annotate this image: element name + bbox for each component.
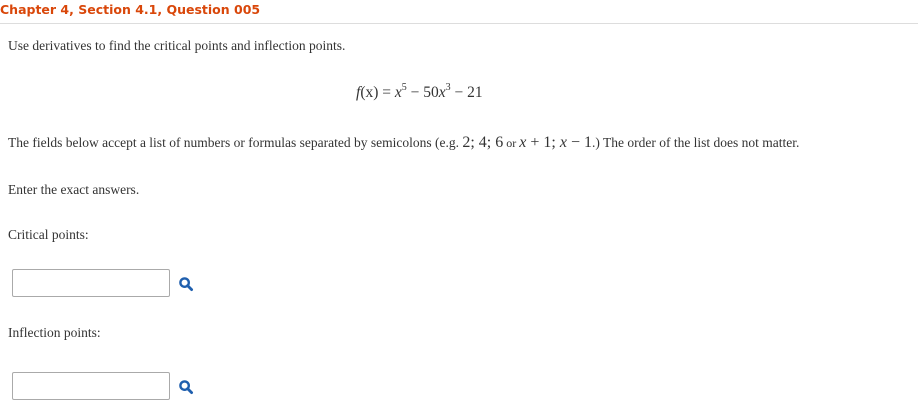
example-numbers: 2; 4; 6 <box>462 134 504 151</box>
exact-answers-note: Enter the exact answers. <box>8 182 140 197</box>
formula-lhs: f <box>356 84 361 101</box>
fields-note-before: The fields below accept a list of numbers or formulas separated by semicolons (e.g. <box>8 135 463 150</box>
header-divider <box>0 23 918 24</box>
question-instruction: Use derivatives to find the critical points and inflection points. <box>8 38 346 53</box>
question-header: Chapter 4, Section 4.1, Question 005 <box>0 2 261 17</box>
formula-eq: = <box>378 84 395 101</box>
formula-arg: (x) <box>360 84 379 101</box>
inflection-points-input[interactable] <box>12 372 170 400</box>
example-mid: + 1; <box>526 134 560 151</box>
example-x2: x <box>559 134 567 151</box>
formula-term1-exp: 5 <box>401 82 407 93</box>
formula-term2-exp: 3 <box>445 82 451 93</box>
example-end: − 1 <box>566 134 592 151</box>
critical-points-input[interactable] <box>12 269 170 297</box>
formula-term1-base: x <box>394 84 402 101</box>
inflection-points-label: Inflection points: <box>8 325 101 340</box>
fields-note-or: or <box>503 136 520 150</box>
formula-minus2: − 21 <box>450 84 483 101</box>
critical-points-label: Critical points: <box>8 227 89 242</box>
formula-minus1: − 50 <box>406 84 439 101</box>
example-formulas <box>519 134 592 151</box>
critical-points-search-icon[interactable] <box>178 276 194 292</box>
function-formula <box>356 84 483 102</box>
inflection-points-search-icon[interactable] <box>178 379 194 395</box>
fields-note-after: .) The order of the list does not matter. <box>591 135 800 150</box>
fields-note <box>8 134 799 152</box>
example-x1: x <box>519 134 527 151</box>
formula-term2-base: x <box>438 84 446 101</box>
